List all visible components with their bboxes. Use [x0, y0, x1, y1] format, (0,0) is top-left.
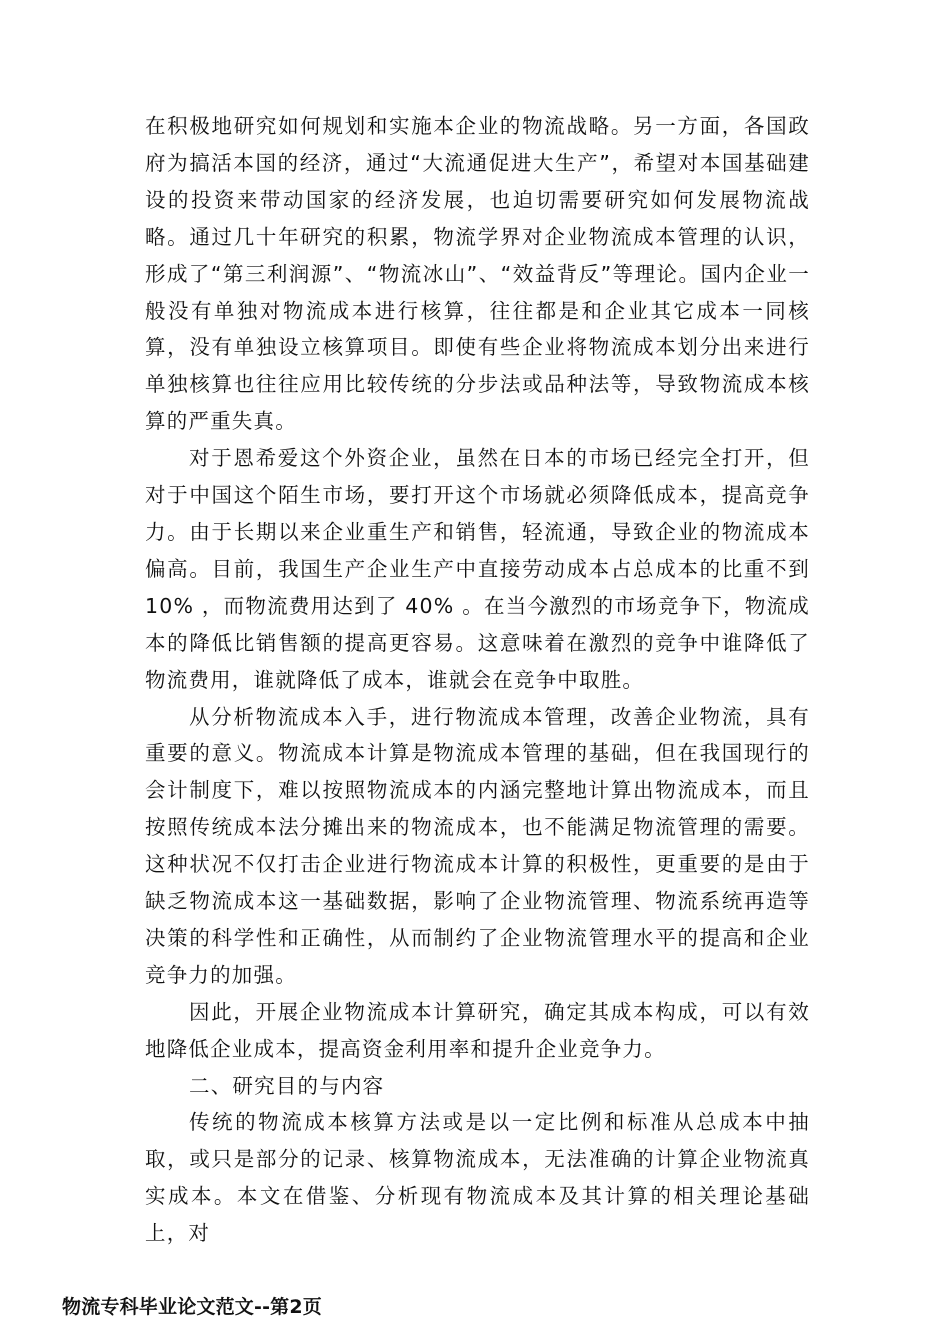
page-footer: 物流专科毕业论文范文--第2页: [62, 1296, 322, 1318]
paragraph-cost-analysis: 从分析物流成本入手，进行物流成本管理，改善企业物流，具有重要的意义。物流成本计算是物流成本管理的基础，但在我国现行的会计制度下，难以按照物流成本的内涵完整地计算出物流成本，而且按照传统成本法分摊出来的物流成本，也不能满足物流管理的需要。这种状况不仅打击企业进行物流成本计算的积极性，更重要的是由于缺乏物流成本这一基础数据，影响了企业物流管理、物流系统再造等决策的科学性和正确性，从而制约了企业物流管理水平的提高和企业竞争力的加强。: [145, 704, 810, 987]
document-body: [145, 108, 810, 1252]
paragraph-research-purpose: 传统的物流成本核算方法或是以一定比例和标准从总成本中抽取，或只是部分的记录、核算物流成本，无法准确的计算企业物流真实成本。本文在借鉴、分析现有物流成本及其计算的相关理论基础上，对: [145, 1110, 810, 1246]
paragraph-foreign-enterprise: 对于恩希爱这个外资企业，虽然在日本的市场已经完全打开，但对于中国这个陌生市场，要打开这个市场就必须降低成本，提高竞争力。由于长期以来企业重生产和销售，轻流通，导致企业的物流成本偏高。目前，我国生产企业生产中直接劳动成本占总成本的比重不到10% ，而物流费用达到了 40% 。在当今激烈的市场竞争下，物流成本的降低比销售额的提高更容易。这意味着在激烈的竞争中谁降低了物流费用，谁就降低了成本，谁就会在竞争中取胜。: [145, 446, 810, 692]
paragraph-conclusion: 因此，开展企业物流成本计算研究，确定其成本构成，可以有效地降低企业成本，提高资金利用率和提升企业竞争力。: [145, 999, 810, 1061]
paragraph-continuation: 在积极地研究如何规划和实施本企业的物流战略。另一方面，各国政府为搞活本国的经济，通过“大流通促进大生产”，希望对本国基础建设的投资来带动国家的经济发展，也迫切需要研究如何发展物流战略。通过几十年研究的积累，物流学界对企业物流成本管理的认识，形成了“第三利润源”、“物流冰山”、“效益背反”等理论。国内企业一般没有单独对物流成本进行核算，往往都是和企业其它成本一同核算，没有单独设立核算项目。即使有些企业将物流成本划分出来进行单独核算也往往应用比较传统的分步法或品种法等，导致物流成本核算的严重失真。: [145, 114, 810, 434]
section-heading: 二、研究目的与内容: [189, 1073, 385, 1098]
